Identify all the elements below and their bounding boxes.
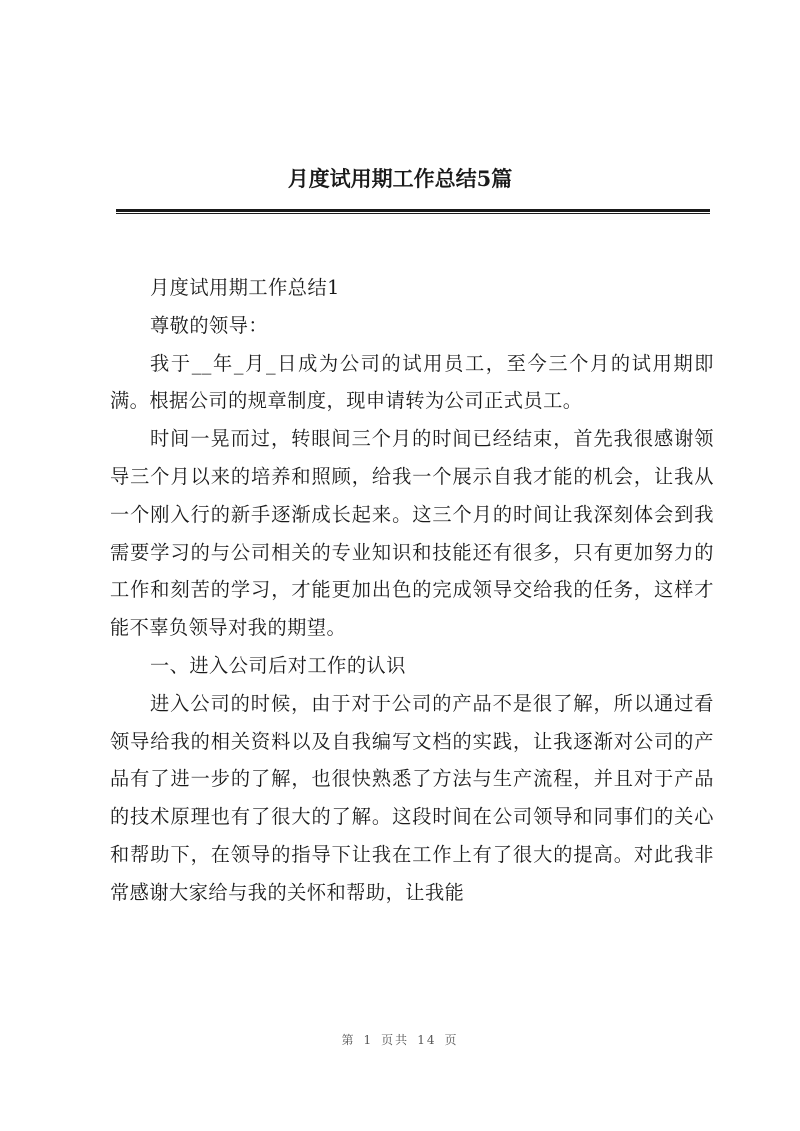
subsection-heading: 一、进入公司后对工作的认识 — [150, 653, 406, 677]
body-paragraph: 我于__年_月_日成为公司的试用员工，至今三个月的试用期即满。根据公司的规章制度，现申请转为公司正式员工。 — [110, 351, 714, 413]
footer-prefix: 第 — [341, 1033, 356, 1047]
page-number-footer — [0, 1031, 800, 1048]
footer-middle: 页共 — [381, 1033, 410, 1047]
title-divider — [116, 209, 710, 214]
footer-current-page: 1 — [363, 1033, 374, 1047]
document-title: 月度试用期工作总结5篇 — [287, 166, 513, 191]
footer-suffix: 页 — [444, 1033, 459, 1047]
document-body — [110, 269, 714, 912]
section-heading: 月度试用期工作总结1 — [150, 276, 340, 299]
salutation: 尊敬的领导： — [150, 313, 269, 337]
body-paragraph: 时间一晃而过，转眼间三个月的时间已经结束，首先我很感谢领导三个月以来的培养和照顾，给我一个展示自我才能的机会，让我从一个刚入行的新手逐渐成长起来。这三个月的时间让我深刻体会到我需要学习的与公司相关的专业知识和技能还有很多，只有更加努力的工作和刻苦的学习，才能更加出色的完成领导交给我的任务，这样才能不辜负领导对我的期望。 — [110, 427, 714, 640]
body-paragraph: 进入公司的时候，由于对于公司的产品不是很了解，所以通过看领导给我的相关资料以及自我编写文档的实践，让我逐渐对公司的产品有了进一步的了解，也很快熟悉了方法与生产流程，并且对于产品的技术原理也有了很大的了解。这段时间在公司领导和同事们的关心和帮助下，在领导的指导下让我在工作上有了很大的提高。对此我非常感谢大家给与我的关怀和帮助，让我能 — [110, 691, 714, 904]
footer-total-pages: 14 — [417, 1033, 437, 1047]
